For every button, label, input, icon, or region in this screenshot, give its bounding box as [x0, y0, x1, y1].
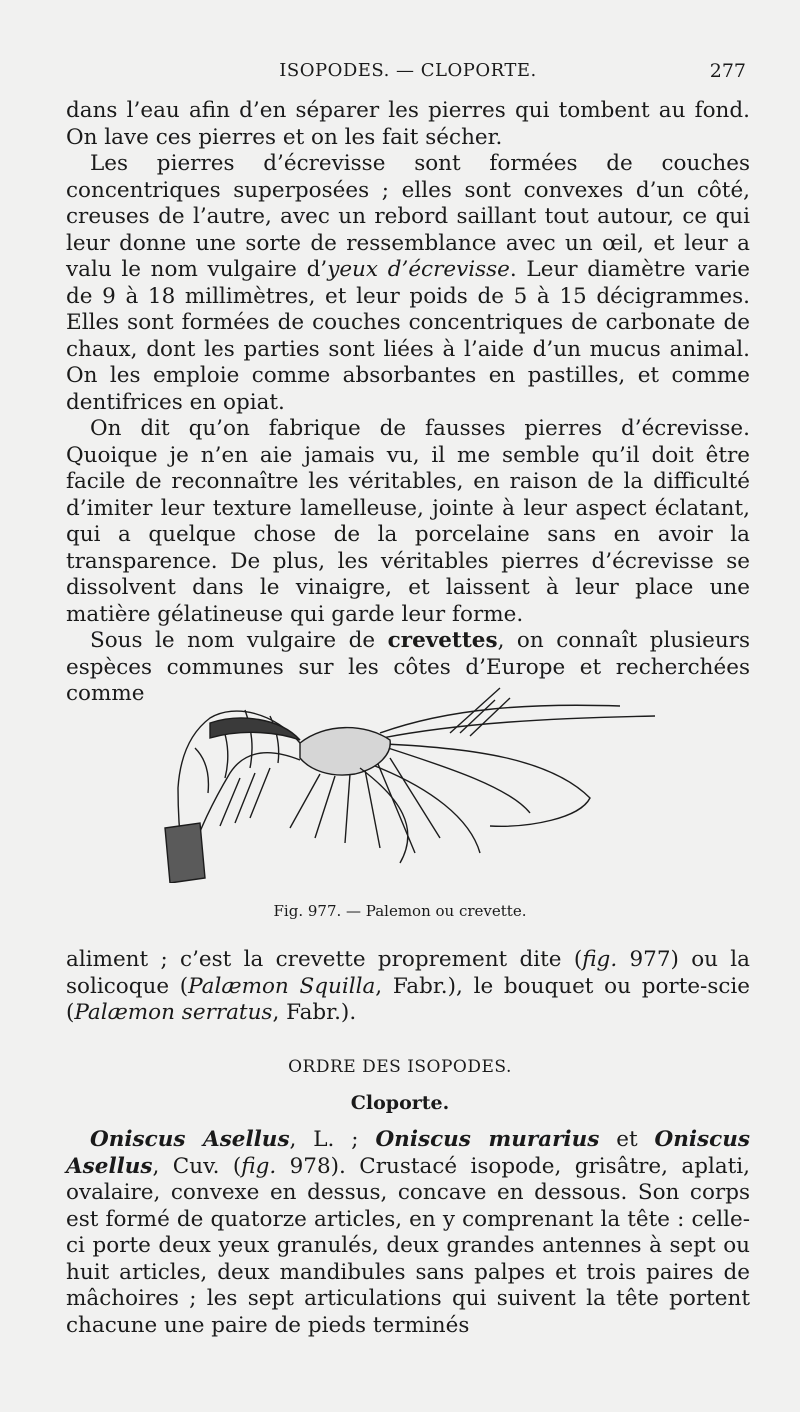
- paragraph-text: , Fabr.), le bouquet ou porte-scie (: [66, 973, 750, 1025]
- term-italic: yeux d’écrevisse: [327, 257, 510, 282]
- paragraph-text: . Leur diamètre varie de 9 à 18 millimètres, et leur poids de 5 à 15 décigrammes. Elles sont formées de couches concentriques de carbonate de chaux, dont les parties sont liées à l’aide d’un mucus animal. On les emploie comme absorbantes en pastilles, et comme dentifrices en opiat.: [66, 257, 751, 415]
- paragraph-text: 977) ou la solicoque (: [66, 947, 750, 999]
- paragraph-text: 978). Crustacé isopode, grisâtre, aplati, ovalaire, convexe en dessus, concave en dessous. Son corps est formé de quatorze articles, en y comprenant la tête : celle-ci porte deux yeux granulés, deux grandes antennes à sept ou huit articles, deux mandibules sans palpes et trois paires de mâchoires ; les sept articulations qui suivent la tête portent chacune une paire de pieds terminés: [66, 1153, 750, 1338]
- section-heading: ORDRE DES ISOPODES.: [288, 1057, 512, 1077]
- species-name: Oniscus Asellus: [90, 1127, 290, 1152]
- body-text-top: [66, 98, 750, 708]
- shrimp-illustration: [150, 678, 670, 883]
- species-name: Palæmon serratus: [74, 1000, 273, 1025]
- paragraph-pierres: [66, 151, 750, 416]
- page-number: 277: [709, 60, 746, 82]
- paragraph-continuation: dans l’eau afin d’en séparer les pierres qui tombent au fond. On lave ces pierres et on les fait sécher.: [66, 98, 750, 150]
- term-bold: crevettes: [387, 628, 498, 653]
- fig-ref: fig.: [582, 947, 618, 972]
- paragraph-fausses: On dit qu’on fabrique de fausses pierres d’écrevisse. Quoique je n’en aie jamais vu, il me semble qu’il doit être facile de reconnaître les véritables, en raison de la difficulté d’imiter leur texture lamelleuse, jointe à leur aspect éclatant, qui a quelque chose de la porcelaine sans en avoir la transparence. De plus, les véritables pierres d’écrevisse se dissolvent dans le vinaigre, et laissent à leur place une matière gélatineuse qui garde leur forme.: [66, 416, 750, 627]
- paragraph-cloporte: [66, 1127, 750, 1339]
- paragraph-aliment: [66, 947, 750, 1027]
- paragraph-text: Les pierres d’écrevisse sont formées de couches concentriques superposées ; elles sont convexes d’un côté, creuses de l’autre, avec un rebord saillant tout autour, ce qui leur donne une sorte de ressemblance avec un œil, et leur a valu le nom vulgaire d’: [66, 151, 750, 282]
- body-text-bottom: [66, 1127, 750, 1339]
- species-name: Oniscus Asellus: [66, 1127, 750, 1179]
- paragraph-text: et: [599, 1127, 655, 1152]
- paragraph-text: aliment ; c’est la crevette proprement dite (: [66, 947, 583, 972]
- shrimp-drawing: [150, 678, 670, 883]
- page-header: [66, 60, 750, 88]
- paragraph-text: Sous le nom vulgaire de: [90, 628, 388, 653]
- body-text-middle: [66, 947, 750, 1027]
- running-head: ISOPODES. — CLOPORTE.: [279, 60, 537, 81]
- fig-ref: fig.: [241, 1153, 277, 1179]
- species-name: Palæmon Squilla: [188, 973, 376, 999]
- paragraph-text: , L. ;: [289, 1127, 376, 1152]
- species-name: Oniscus murarius: [375, 1127, 600, 1152]
- paragraph-text: , Cuv. (: [152, 1153, 242, 1179]
- entry-heading: Cloporte.: [350, 1092, 450, 1114]
- paragraph-text: , Fabr.).: [272, 1000, 357, 1025]
- paragraph-text: , on connaît plusieurs espèces communes sur les côtes d’Europe et recherchées comme: [66, 628, 750, 706]
- figure-caption: Fig. 977. — Palemon ou crevette.: [273, 902, 527, 920]
